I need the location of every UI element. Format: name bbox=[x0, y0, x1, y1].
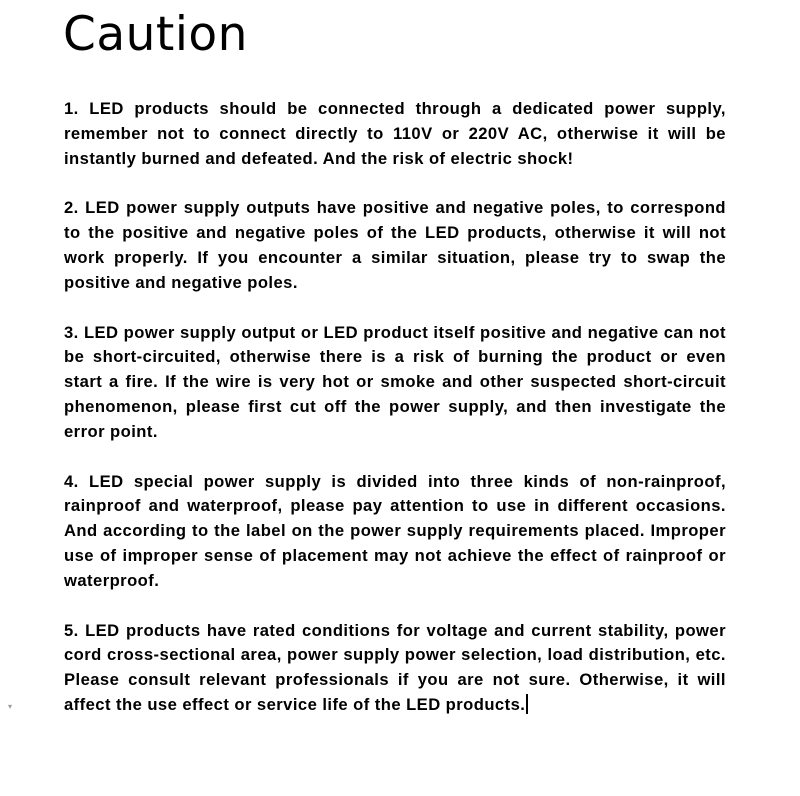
caution-item-5-text: 5. LED products have rated conditions for voltage and current stability, power cord cross-sectional area, power supply power selection, load distribution, etc. Please consult relevant professionals if you are not sure. Otherwise, it will affect the use effect or service life of the LED products. bbox=[64, 620, 726, 715]
page-title: Caution bbox=[63, 7, 248, 62]
collapse-marker-icon[interactable]: ▾ bbox=[8, 702, 13, 711]
text-cursor bbox=[526, 694, 528, 714]
caution-list bbox=[64, 97, 726, 718]
caution-item-2: 2. LED power supply outputs have positive and negative poles, to correspond to the positive and negative poles of the LED products, otherwise it will not work properly. If you encounter a similar situation, please try to swap the positive and negative poles. bbox=[64, 198, 726, 292]
caution-item-4: 4. LED special power supply is divided into three kinds of non-rainproof, rainproof and waterproof, please pay attention to use in different occasions. And according to the label on the power supply requirements placed. Improper use of improper sense of placement may not achieve the effect of rainproof or waterproof. bbox=[64, 471, 726, 590]
caution-item-3: 3. LED power supply output or LED product itself positive and negative can not be short-circuited, otherwise there is a risk of burning the product or even start a fire. If the wire is very hot or smoke and other suspected short-circuit phenomenon, please first cut off the power supply, and then investigate the error point. bbox=[64, 322, 726, 441]
caution-item-5[interactable] bbox=[64, 619, 726, 718]
caution-item-1: 1. LED products should be connected through a dedicated power supply, remember not to connect directly to 110V or 220V AC, otherwise it will be instantly burned and defeated. And the risk of electric shock! bbox=[64, 99, 726, 168]
